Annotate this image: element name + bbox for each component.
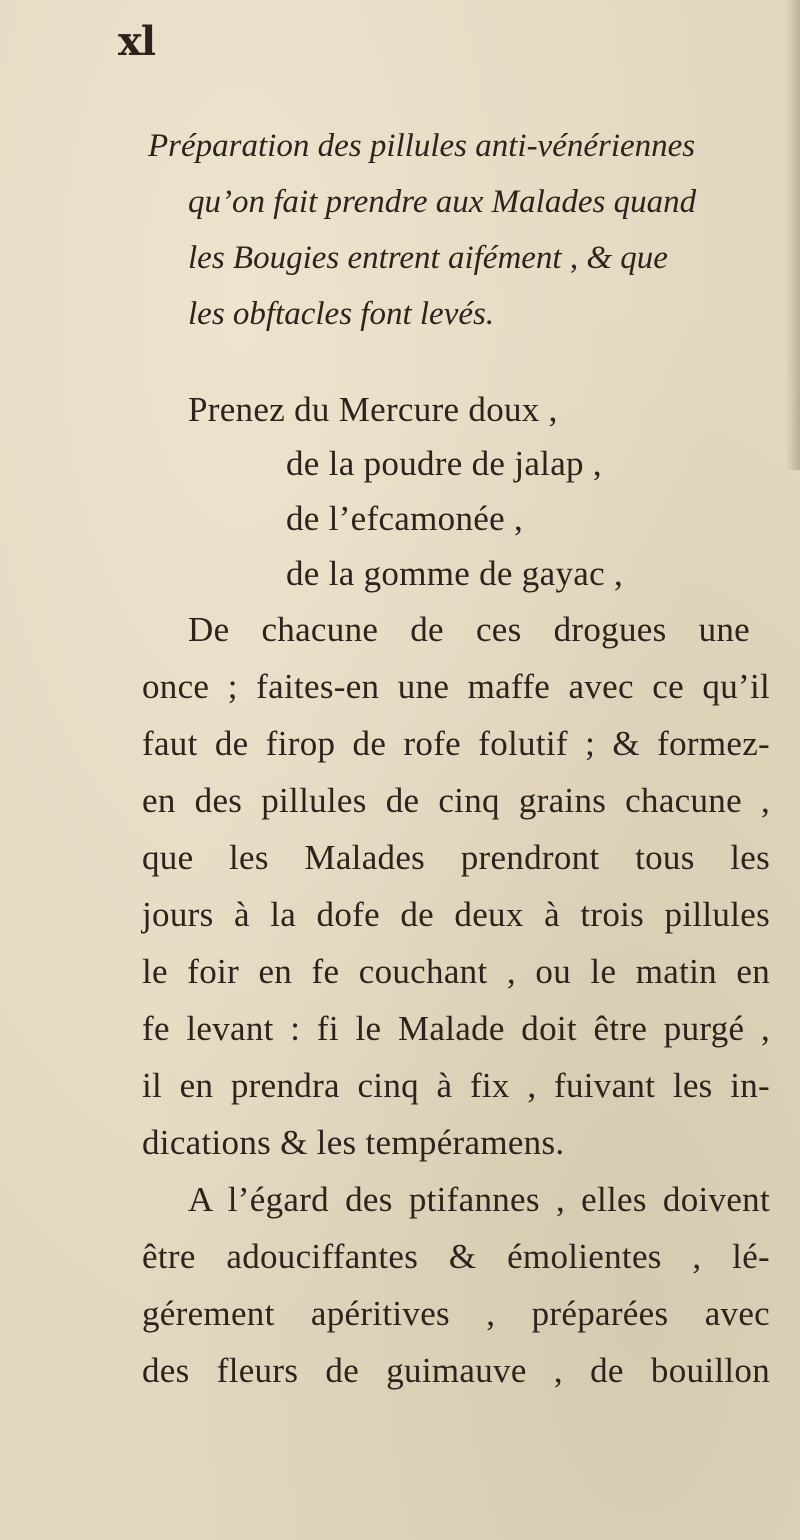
body-line-3: faut de firop de rofe folutif ; & formez- (142, 724, 770, 763)
title-line-3: les Bougies entrent aifément , & que (188, 240, 668, 276)
body-line-14: des fleurs de guimauve , de bouillon (142, 1351, 770, 1390)
page-edge-shadow (786, 0, 800, 470)
body-line-1: De chacune de ces drogues une (188, 610, 750, 649)
body-line-12: être adouciffantes & émolientes , lé- (142, 1237, 770, 1276)
body-line-7: le foir en fe couchant , ou le matin en (142, 952, 770, 991)
recipe-line-4: de la gomme de gayac , (286, 554, 624, 593)
body-line-10: dications & les tempéramens. (142, 1123, 565, 1162)
recipe-line-2: de la poudre de jalap , (286, 444, 602, 483)
title-line-1: Préparation des pillules anti-vénériennes (148, 128, 696, 164)
signature-mark: xl (118, 18, 156, 65)
title-line-4: les obftacles font levés. (188, 296, 495, 332)
body-line-11: A l’égard des ptifannes , elles doivent (188, 1180, 770, 1219)
body-line-8: fe levant : fi le Malade doit être purgé , (142, 1009, 770, 1048)
body-line-13: gérement apéritives , préparées avec (142, 1294, 770, 1333)
body-line-9: il en prendra cinq à fix , fuivant les in- (142, 1066, 770, 1105)
body-line-4: en des pillules de cinq grains chacune , (142, 781, 770, 820)
body-line-6: jours à la dofe de deux à trois pillules (142, 895, 770, 934)
recipe-line-1: Prenez du Mercure doux , (188, 390, 558, 429)
body-line-2: once ; faites-en une maffe avec ce qu’il (142, 667, 770, 706)
title-line-2: qu’on fait prendre aux Malades quand (188, 184, 697, 220)
recipe-line-3: de l’efcamonée , (286, 499, 524, 538)
body-line-5: que les Malades prendront tous les (142, 838, 770, 877)
